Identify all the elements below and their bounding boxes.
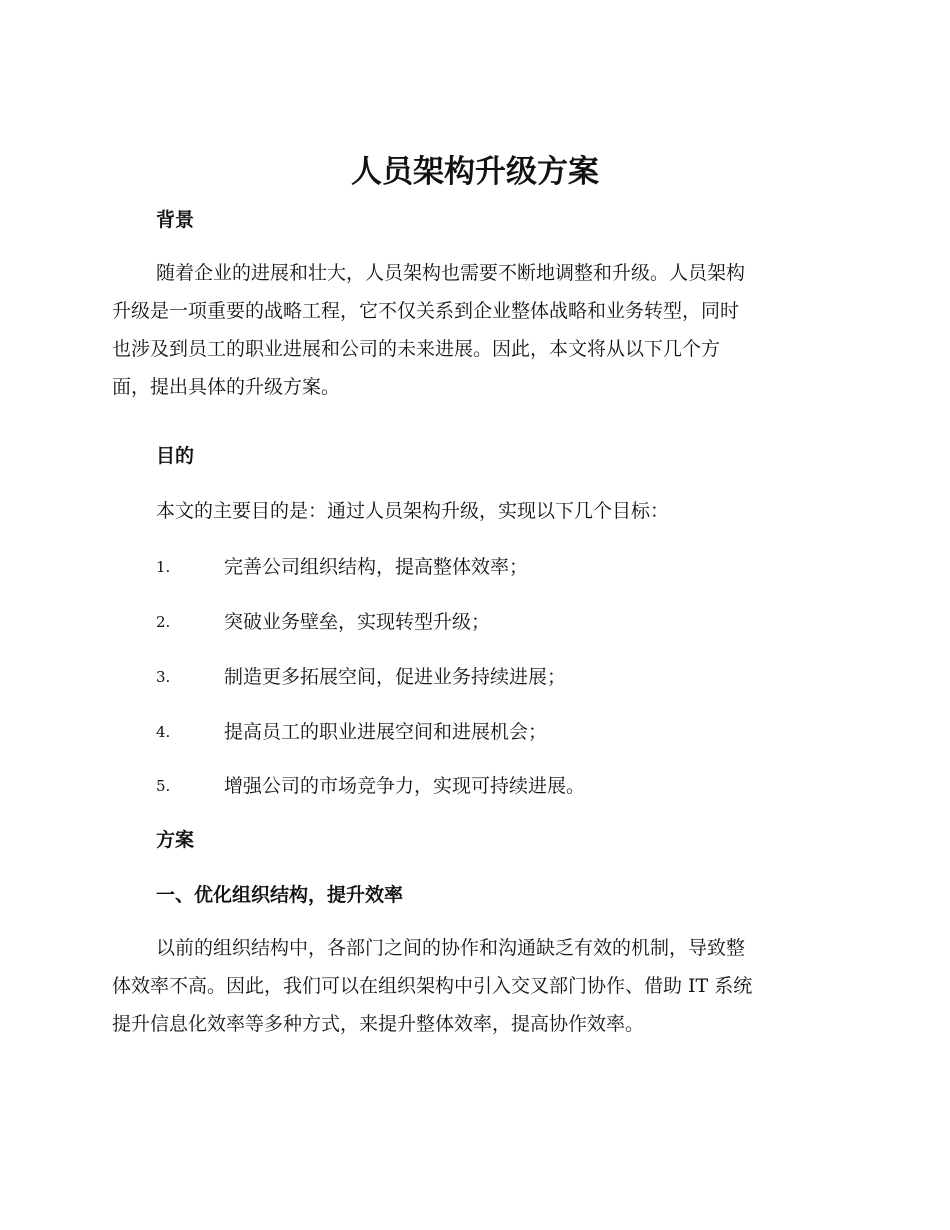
background-line-2: 升级是一项重要的战略工程，它不仅关系到企业整体战略和业务转型，同时 [112, 300, 740, 322]
list-item-text: 提高员工的职业进展空间和进展机会； [224, 721, 548, 743]
background-line-4: 面，提出具体的升级方案。 [112, 376, 341, 398]
plan-line-1: 以前的组织结构中，各部门之间的协作和沟通缺乏有效的机制，导致整 [156, 937, 746, 959]
background-paragraph [112, 254, 840, 406]
list-item-number: 3. [156, 668, 171, 686]
section-heading-purpose: 目的 [156, 445, 195, 467]
list-item-text: 增强公司的市场竞争力，实现可持续进展。 [224, 775, 586, 797]
list-item-number: 2. [156, 613, 171, 631]
plan-subheading: 一、优化组织结构，提升效率 [156, 884, 404, 906]
list-item-text: 突破业务壁垒，实现转型升级； [224, 611, 491, 633]
list-item-number: 1. [156, 558, 171, 576]
purpose-intro-text: 本文的主要目的是：通过人员架构升级，实现以下几个目标： [156, 500, 670, 522]
purpose-intro [112, 492, 840, 530]
background-line-1: 随着企业的进展和壮大，人员架构也需要不断地调整和升级。人员架构 [156, 262, 746, 284]
list-item-text: 制造更多拓展空间，促进业务持续进展； [224, 666, 567, 688]
list-item-text: 完善公司组织结构，提高整体效率； [224, 556, 529, 578]
document-title: 人员架构升级方案 [351, 154, 599, 190]
section-heading-plan: 方案 [156, 829, 195, 851]
plan-paragraph [112, 929, 840, 1043]
list-item-number: 4. [156, 723, 171, 741]
section-heading-background: 背景 [156, 209, 195, 231]
background-line-3: 也涉及到员工的职业进展和公司的未来进展。因此，本文将从以下几个方 [112, 338, 721, 360]
plan-line-2: 体效率不高。因此，我们可以在组织架构中引入交叉部门协作、借助 IT 系统 [112, 975, 753, 997]
list-item-number: 5. [156, 777, 171, 795]
plan-line-3: 提升信息化效率等多种方式，来提升整体效率，提高协作效率。 [112, 1013, 645, 1035]
